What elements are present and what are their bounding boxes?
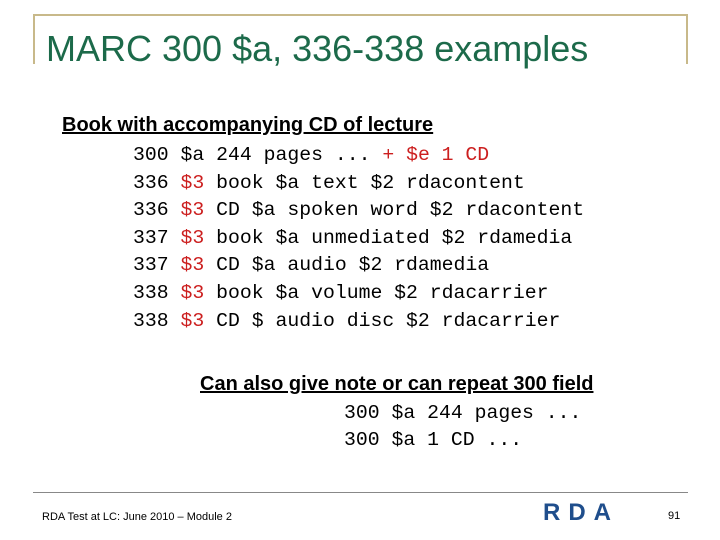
marc-tag: 300 (133, 144, 169, 166)
marc-row (133, 225, 584, 253)
repeat-line: 300 $a 1 CD ... (344, 429, 523, 451)
marc-record (133, 142, 584, 335)
marc-tag: 338 (133, 281, 169, 304)
marc-code: $a (180, 144, 205, 166)
footer-divider (33, 492, 688, 493)
marc-row (133, 252, 584, 280)
marc-text: CD $a audio $2 rdamedia (216, 254, 490, 277)
marc-tag: 337 (133, 254, 169, 277)
marc-text: book $a volume $2 rdacarrier (216, 281, 549, 304)
marc-extra: + $e 1 CD (382, 144, 490, 166)
marc-code: $3 (180, 199, 205, 222)
marc-row (133, 197, 584, 225)
example-heading: Book with accompanying CD of lecture (62, 114, 434, 136)
repeat-line: 300 $a 244 pages ... (344, 402, 582, 424)
marc-text: CD $ audio disc $2 rdacarrier (216, 309, 561, 332)
marc-code: $3 (180, 309, 205, 332)
repeat-examples (344, 400, 581, 454)
marc-code: $3 (180, 226, 205, 249)
title-frame-right (686, 14, 688, 64)
marc-row (133, 280, 584, 308)
marc-code: $3 (180, 171, 205, 194)
marc-tag: 336 (133, 199, 169, 222)
page-number: 91 (668, 510, 681, 522)
slide-title: MARC 300 $a, 336-338 examples (46, 28, 589, 69)
marc-text: 244 pages ... (216, 144, 371, 166)
rda-logo-text: RDA (543, 499, 619, 526)
marc-text: book $a unmediated $2 rdamedia (216, 226, 573, 249)
marc-text: book $a text $2 rdacontent (216, 171, 525, 194)
marc-row (133, 308, 584, 336)
marc-row (133, 142, 584, 170)
title-frame-left (33, 14, 35, 64)
marc-code: $3 (180, 281, 205, 304)
marc-code: $3 (180, 254, 205, 277)
marc-tag: 336 (133, 171, 169, 194)
marc-tag: 337 (133, 226, 169, 249)
repeat-note: Can also give note or can repeat 300 field (200, 373, 594, 395)
footer-caption: RDA Test at LC: June 2010 – Module 2 (42, 511, 232, 523)
marc-text: CD $a spoken word $2 rdacontent (216, 199, 585, 222)
rda-logo (526, 498, 636, 526)
title-frame-top (33, 14, 688, 16)
marc-row (133, 170, 584, 198)
marc-tag: 338 (133, 309, 169, 332)
